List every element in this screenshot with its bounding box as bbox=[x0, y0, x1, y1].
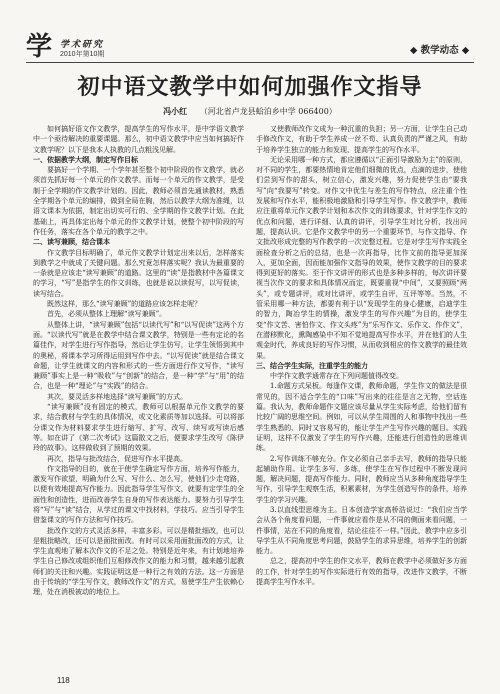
paragraph: “读写兼顾”没有固定的模式，教师可以根据单元作文教学的要求，结合教材与学生的具体情况，或文化素质等加以选择。可以将部分课文作为材料要求学生进行缩写、扩写、改写、续写或写读后感等。如在讲了《第二次考试》这篇散文之后，便要求学生改写《陈伊玲的故事》。这样做收到了预期的效果。 bbox=[33, 403, 244, 453]
paragraph: 中学作文教学通常存在下列问题值得改变。 bbox=[270, 372, 403, 381]
journal-logo: 学 bbox=[26, 32, 53, 62]
paragraph: 2.写作训练不够充分。作文必须自己亲手去写，教师的指导只能起辅助作用。让学生多写、多练，使学生在写作过程中不断发现问题，解决问题，提高写作能力。同时，教师应当从多种角度指导学生写作，引导学生观察生活，积累素材，为学生创造写作的条件，培养学生的学习兴趣。 bbox=[256, 454, 467, 504]
paragraph: 批改作文的方式灵活多样，丰富多彩。可以是精批细改，也可以是粗批略改，还可以是面批面改。有时可以采用面批面改的方式，让学生直观地了解本次作文的不足之处。特别是近年来，有计划地培养学生自己修改或组织他们互相修改作文的能力和习惯，越来越引起教师们的关注和兴趣。实践证明这是一种行之有效的方法。这一方面是由于传统的“学生写作文，教师改作文”的方式，易使学生产生依赖心理，处在消极被动的地位上。 bbox=[33, 526, 244, 597]
author-affiliation: （河北省卢龙县蛤泊乡中学 bbox=[199, 107, 296, 116]
section-heading: 一、依据教学大纲，制定写作目标 bbox=[33, 154, 138, 164]
page-number: 118 bbox=[57, 676, 70, 685]
paragraph: 其次，要灵活多样地选择“读写兼顾”的方式。 bbox=[47, 392, 188, 401]
journal-header bbox=[0, 0, 500, 72]
paragraph: 1.命题方式呆板。每逢作文课，教师命题，学生作文的做法是很常见的，因不适合学生的“口味”写出来的往往是言之无物，空话连篇。我认为，教师命题作文题应该尽量从学生实际考虑，给他们留有比较广阔的思维空间。例如，可以从学生周围的人和事物中找出一些学生熟悉的、同时又容易写的，能让学生产生写作兴趣的题目。实践证明，这样不仅激发了学生的写作兴趣，还能进行创造性的思维训练。 bbox=[256, 382, 467, 453]
paragraph: 作文指导的目的，就在于使学生确定写作方面，培养写作能力，激发写作欲望，明确为什么写、写什么、怎么写，使他们少走弯路，以便有效地提高写作能力。因此指导学生写作文，就要有定学生的全面性和创造性，进而改善学生自身的写作表达能力。要努力引导学生将“写”与“读”结合，从学过的课文中找材料，学技巧。应当引导学生借鉴课文的写作方法和写作技巧。 bbox=[33, 464, 244, 525]
author-postcode: 066400） bbox=[298, 107, 337, 116]
section-tag: ◆ 教学动态 ◆ bbox=[410, 45, 470, 56]
paragraph: 从整体上讲，“读写兼顾”包括“以读代写”和“以写促读”这两个方面。“以读代写”就是在教学中结合课文教学，特别是一些有定论的名篇佳作，对学生进行写作指导，然后让学生仿写，让学生领悟到其中的奥秘，将课本学习所得运用到写作中去。“以写促读”就是结合课文命题，让学生就课文的内容和形式的一些方面进行作文写作，“读写兼顾”事实上是一种“吸收”与“创新”的结合，是一种“学”与“用”的结合，也是一种“理论”与“实践”的结合。 bbox=[33, 320, 244, 391]
article-title: 初中语文教学中如何加强作文指导 bbox=[77, 75, 423, 100]
paragraph: 再次，指导与批改结合，促进写作水平提高。 bbox=[47, 454, 187, 463]
issue-label: 2010年第10期 bbox=[60, 51, 105, 58]
paragraph: 既然这样，那么“读写兼顾”的道路应该怎样走呢？ bbox=[47, 300, 202, 309]
paragraph: 要搞好一个学期、一个学年甚至整个初中阶段的作文教学，就必须首先抓好每一个单元的作文教学。而每一个单元的作文教学，是受制于全学期的作文教学计划的。因此，教师必须首先通读教材，熟悉全学期各个单元的编排，做到全局在胸，然后以教学大纲为准绳，以语文课本为依据，制定出切实可行的、全学期的作文教学计划。在此基础上，再具体定出每个单元的作文教学计划，使整个初中阶段的写作任务，落实在各个单元的教学之中。 bbox=[33, 166, 244, 236]
paragraph: 如何搞好语文作文教学，提高学生的写作水平，是中学语文教学中一个亟待解决的重要课题。那么，初中语文教学中应当如何搞好作文教学呢？以下是我本人执教的几点粗浅见解。 bbox=[33, 125, 244, 154]
header-rule bbox=[26, 62, 474, 63]
journal-name: 学术研究 bbox=[60, 40, 105, 50]
section-heading: 三、结合学生实际，注重学生的能力 bbox=[256, 360, 368, 370]
paragraph: 3.以直线型思维为主。日本创造学家高桥浩说过：“我们应当学会从各个角度看问题，一件事就应看作是从不同的侧面来看问题，一件事情，站在不同的角度看，结论往往不一样。”因此，教学中应多引导学生从不同角度思考问题，鼓励学生的求异思维，培养学生的创新能力。 bbox=[256, 505, 467, 556]
paragraph: 首先，必须从整体上理解“读写兼顾”。 bbox=[47, 310, 167, 319]
text-column-right bbox=[256, 124, 467, 664]
section-heading: 二、读写兼顾，结合课本 bbox=[33, 237, 110, 247]
paragraph: 作文教学目标明确了，单元作文教学计划定出来以后，怎样落实到教学之中就成了关键问题。那么究竟怎样落实呢？我认为最重要的一条就是应该走“读写兼顾”的道路。这里的“读”是指教材中各篇课文的学习，“写”是指学生的作文训练，也就是说以读促写，以写促读，读写结合。 bbox=[33, 248, 244, 298]
paragraph: 总之，提高初中学生的作文水平，教师在教学中必须做好多方面的工作，针对学生的写作实际进行有效的指导，改进作文教学，不断提高学生写作水平。 bbox=[256, 557, 467, 587]
paragraph: 又使教师改作文成为一种沉重的负担；另一方面，让学生自己动手修改作文，有助于学生养成一丝不苟、认真负责的严谨之风，有助于培养学生独立的能力和发现、提高学生的写作水平。 bbox=[256, 125, 467, 154]
author-name: 冯小红 bbox=[163, 106, 188, 116]
text-column-left bbox=[33, 124, 244, 664]
author-line bbox=[0, 106, 500, 117]
paragraph: 无论采用哪一种方式，都应遵循以“正面引导激励为主”的原则，对不同的学生，都要热情地肯定他们细微的优点，点滴的进步，使他们尝到写作的甜头，树立信心，激发兴趣，努力促使学生由“要我写”向“我要写”转变。对作文中优生与差生的写作特点，应注重个性发展和写作水平，能积极地激励和引导学生写作。作文教学中，教师应注重将单元作文教学计划和本次作文的训练要求，针对学生作文的优点和问题，进行详细、认真的讲评，引导学生对比分析，找出问题，提高认识。它是作文教学中的另一个重要环节，与作文指导、作文批改形成完整的写作教学的一次完整过程。它是对学生写作实践全面检查分析之后的总结，也是一次再指导，比作文前的指导更加深入，更加全面，因而能加强作文指导的效果，使作文教学的目的要求得到更好的落实。至于作文讲评的形式也是多种多样的，每次讲评要视当次作文的要求和具体情况而定，既要重视“中间”，又要照顾“两头”，或专题讲评，或对比讲评，或学生自评，互评等等。当然，不管采用哪一种方法，都要有利于以“发现学生的身心健康，启迪学生的智力，陶冶学生的情操，激发学生的写作兴趣”为目的，使学生变“作文苦、害怕作文、作文头疼”为“乐写作文、乐作文、作作文”，在潜移默化，熏陶感染中不知不觉地提高写作水平，并在他们的人生观金时代，养成良好的写作习惯，从而收到相应的作文教学的最佳效果。 bbox=[256, 155, 467, 360]
